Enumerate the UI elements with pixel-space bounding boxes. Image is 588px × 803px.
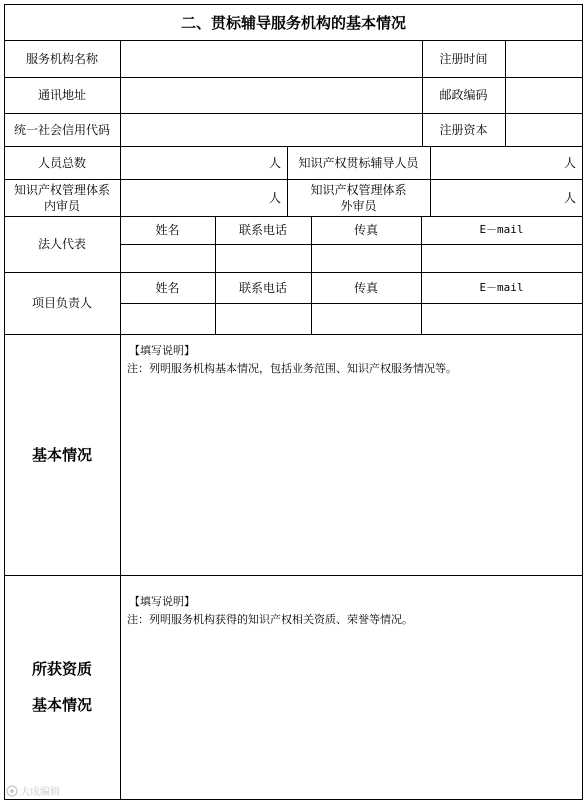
qualification-label xyxy=(4,575,120,799)
ip-tutors-label: 知识产权贯标辅导人员 xyxy=(298,155,419,170)
qualification-label-line1: 所获资质 xyxy=(31,660,92,678)
qualification-note-text: 注：列明服务机构获得的知识产权相关资质、荣誉等情况。 xyxy=(127,613,413,626)
postcode-field[interactable] xyxy=(506,78,582,113)
qualification-label-line2: 基本情况 xyxy=(31,696,92,714)
legal-rep-label: 法人代表 xyxy=(37,237,86,251)
legal-rep-email-header: E－mail xyxy=(479,223,524,236)
qualification-note-title: 【填写说明】 xyxy=(129,595,195,608)
address-field[interactable] xyxy=(121,78,422,113)
reg-capital-label: 注册资本 xyxy=(439,122,488,137)
legal-rep-phone-header: 联系电话 xyxy=(238,223,287,237)
project-lead-phone-header: 联系电话 xyxy=(238,280,287,295)
staff-total-unit: 人 xyxy=(268,156,281,170)
basic-info-label: 基本情况 xyxy=(31,445,92,464)
credit-code-field[interactable] xyxy=(121,114,422,146)
address-label: 通讯地址 xyxy=(37,88,86,102)
org-name-field[interactable] xyxy=(121,41,422,77)
project-lead-fax-field[interactable] xyxy=(312,304,421,334)
watermark xyxy=(6,783,60,798)
org-name-label: 服务机构名称 xyxy=(25,51,98,66)
internal-auditor-label-line2: 内审员 xyxy=(43,198,80,213)
legal-rep-name-field[interactable] xyxy=(121,245,215,272)
qualification-textarea[interactable] xyxy=(121,576,582,799)
page-title: 二、贯标辅导服务机构的基本情况 xyxy=(180,13,406,32)
internal-auditor-label xyxy=(4,179,120,216)
reg-capital-field[interactable] xyxy=(506,114,582,146)
postcode-label: 邮政编码 xyxy=(439,88,488,102)
ip-tutors-unit: 人 xyxy=(563,156,576,170)
watermark-text: 大成编辑 xyxy=(20,787,60,798)
internal-auditor-label-line1: 知识产权管理体系 xyxy=(13,182,110,197)
legal-rep-name-header: 姓名 xyxy=(155,223,180,237)
internal-auditor-field[interactable] xyxy=(121,180,287,216)
ip-tutors-field[interactable] xyxy=(431,147,582,179)
external-auditor-unit: 人 xyxy=(563,191,576,205)
external-auditor-field[interactable] xyxy=(431,180,582,216)
credit-code-label: 统一社会信用代码 xyxy=(13,122,110,137)
staff-total-field[interactable] xyxy=(121,147,287,179)
basic-info-textarea[interactable] xyxy=(121,335,582,575)
legal-rep-fax-header: 传真 xyxy=(353,223,378,237)
reg-time-field[interactable] xyxy=(506,41,582,77)
project-lead-label: 项目负责人 xyxy=(31,296,92,310)
basic-info-note-title: 【填写说明】 xyxy=(129,344,195,357)
external-auditor-label-line1: 知识产权管理体系 xyxy=(310,182,407,197)
project-lead-email-header: E－mail xyxy=(479,280,524,294)
watermark-logo-icon xyxy=(6,785,18,797)
legal-rep-email-field[interactable] xyxy=(422,245,582,272)
project-lead-name-field[interactable] xyxy=(121,304,215,334)
project-lead-name-header: 姓名 xyxy=(155,280,180,295)
legal-rep-phone-field[interactable] xyxy=(216,245,311,272)
basic-info-note-text: 注：列明服务机构基本情况，包括业务范围、知识产权服务情况等。 xyxy=(127,362,457,375)
external-auditor-label xyxy=(287,179,430,216)
external-auditor-label-line2: 外审员 xyxy=(340,198,377,213)
project-lead-fax-header: 传真 xyxy=(353,280,378,295)
project-lead-email-field[interactable] xyxy=(422,304,582,334)
reg-time-label: 注册时间 xyxy=(439,51,488,66)
legal-rep-fax-field[interactable] xyxy=(312,245,421,272)
internal-auditor-unit: 人 xyxy=(268,191,281,205)
staff-total-label: 人员总数 xyxy=(37,155,86,170)
project-lead-phone-field[interactable] xyxy=(216,304,311,334)
